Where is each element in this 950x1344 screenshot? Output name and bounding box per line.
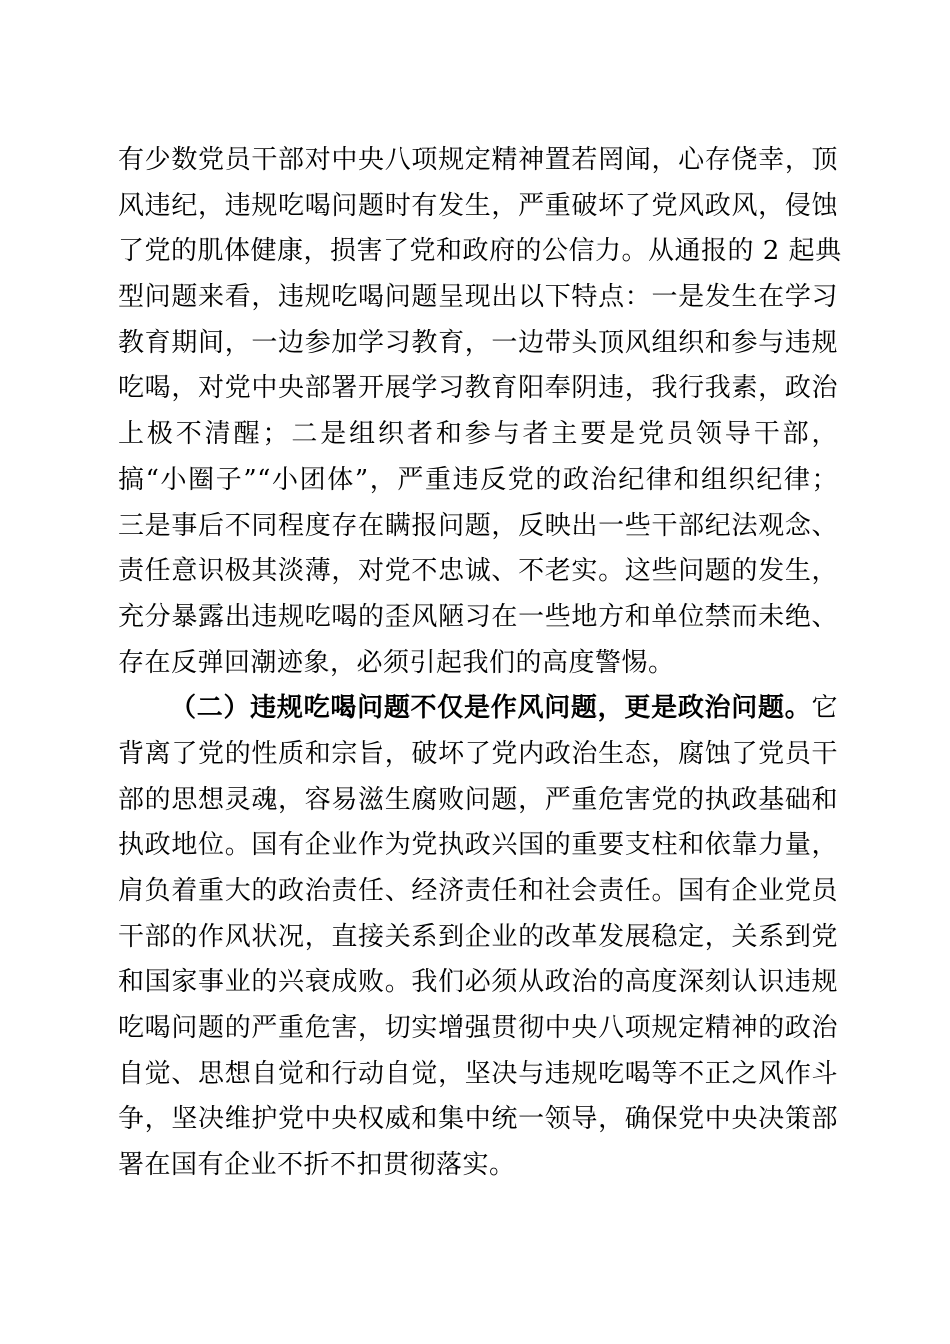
text-line: 执政地位。国有企业作为党执政兴国的重要支柱和依靠力量， (118, 830, 838, 861)
text-line: 和国家事业的兴衰成败。我们必须从政治的高度深刻认识违规 (118, 967, 838, 998)
text-line: 三是事后不同程度存在瞒报问题，反映出一些干部纪法观念、 (118, 510, 838, 541)
text-line: 充分暴露出违规吃喝的歪风陋习在一些地方和单位禁而未绝、 (118, 601, 838, 632)
text-line: 背离了党的性质和宗旨，破坏了党内政治生态，腐蚀了党员干 (118, 738, 838, 769)
text-line: 型问题来看，违规吃喝问题呈现出以下特点：一是发生在学习 (118, 282, 838, 313)
text-line: 教育期间，一边参加学习教育，一边带头顶风组织和参与违规 (118, 327, 838, 358)
text-line: 存在反弹回潮迹象，必须引起我们的高度警惕。 (118, 647, 675, 678)
paragraph-1 (118, 138, 842, 686)
text-line: 上极不清醒；二是组织者和参与者主要是党员领导干部， (118, 419, 838, 450)
document-body (118, 138, 842, 1189)
text-line: 了党的肌体健康，损害了党和政府的公信力。从通报的 2 起典 (118, 236, 842, 267)
paragraph-2 (118, 686, 838, 1189)
text-line: 有少数党员干部对中央八项规定精神置若罔闻，心存侥幸，顶 (118, 145, 838, 175)
text-line: 干部的作风状况，直接关系到企业的改革发展稳定，关系到党 (118, 921, 838, 952)
text-line: 吃喝问题的严重危害，切实增强贯彻中央八项规定精神的政治 (118, 1013, 838, 1044)
text-line: 搞“小圈子”“小团体”，严重违反党的政治纪律和组织纪律； (118, 464, 838, 495)
heading-line-tail: 它 (811, 693, 838, 724)
text-line: 争，坚决维护党中央权威和集中统一领导，确保党中央决策部 (118, 1104, 838, 1135)
text-line: 自觉、思想自觉和行动自觉，坚决与违规吃喝等不正之风作斗 (118, 1058, 838, 1089)
section-heading: （二）违规吃喝问题不仅是作风问题，更是政治问题。 (170, 693, 812, 724)
text-line: 部的思想灵魂，容易滋生腐败问题，严重危害党的执政基础和 (118, 784, 838, 815)
text-line: 肩负着重大的政治责任、经济责任和社会责任。国有企业党员 (118, 876, 838, 906)
text-line: 吃喝，对党中央部署开展学习教育阳奉阴违，我行我素，政治 (118, 373, 838, 404)
text-line: 署在国有企业不折不扣贯彻落实。 (118, 1150, 516, 1181)
text-line: 责任意识极其淡薄，对党不忠诚、不老实。这些问题的发生， (118, 556, 838, 587)
section-heading-line (118, 686, 838, 732)
text-line: 风违纪，违规吃喝问题时有发生，严重破坏了党风政风，侵蚀 (118, 190, 838, 221)
